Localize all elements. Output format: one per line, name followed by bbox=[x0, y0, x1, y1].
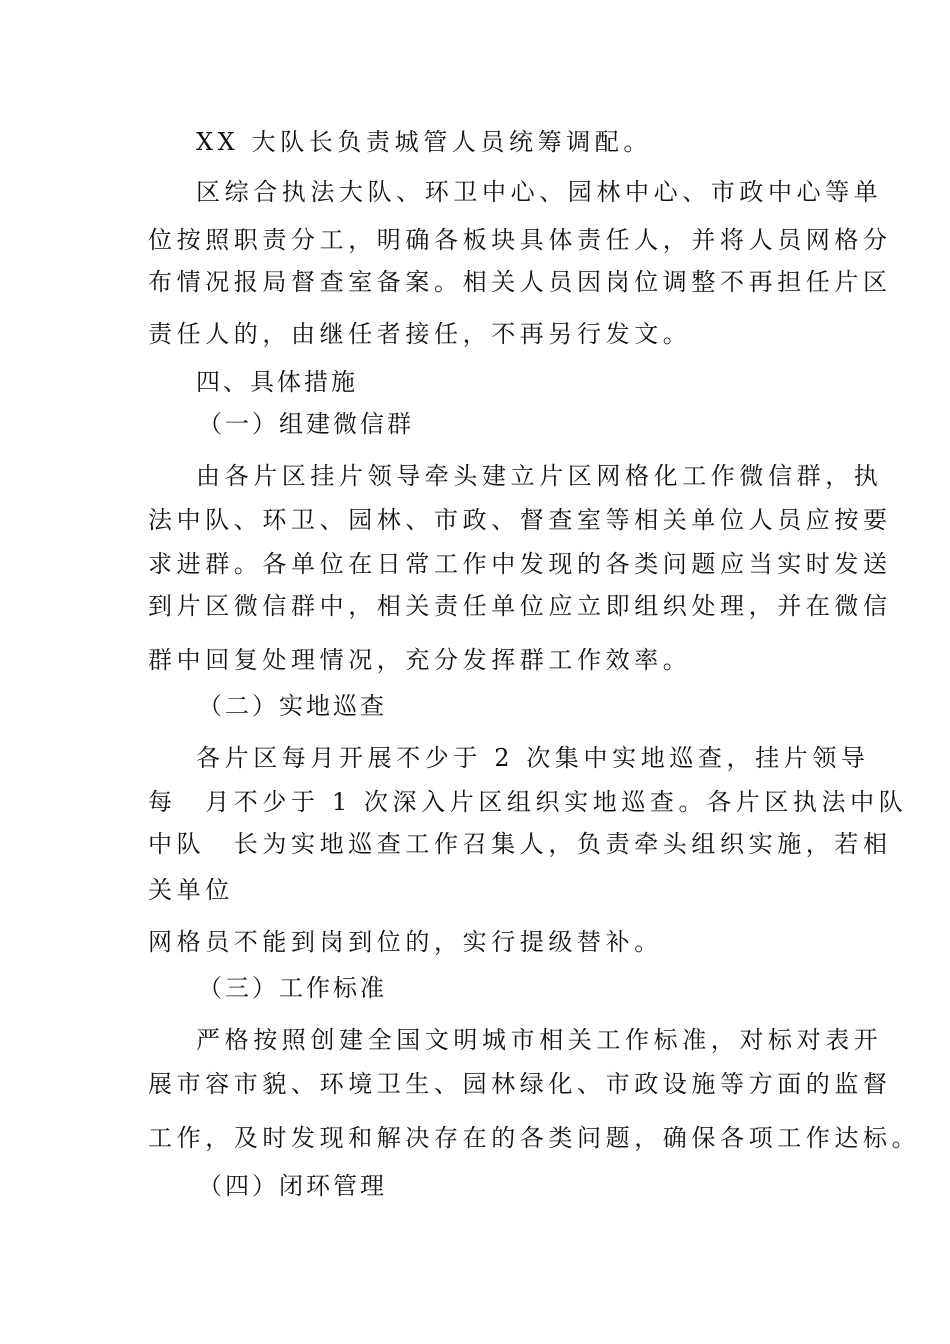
paragraph-line: 位按照职责分工，明确各板块具体责任人，并将人员网格分 bbox=[148, 226, 892, 254]
paragraph-line: XX 大队长负责城管人员统筹调配。 bbox=[196, 128, 652, 156]
paragraph-line: 关单位 bbox=[148, 876, 234, 904]
paragraph-line: 求进群。各单位在日常工作中发现的各类问题应当实时发送 bbox=[148, 550, 892, 578]
paragraph-line: 网格员不能到岗到位的，实行提级替补。 bbox=[148, 928, 663, 956]
paragraph-line: 展市容市貌、环境卫生、园林绿化、市政设施等方面的监督 bbox=[148, 1070, 892, 1098]
paragraph-line: 由各片区挂片领导牵头建立片区网格化工作微信群，执 bbox=[196, 462, 883, 490]
subsection-heading: （二）实地巡查 bbox=[198, 692, 387, 720]
paragraph-line: 工作，及时发现和解决存在的各类问题，确保各项工作达标。 bbox=[148, 1124, 921, 1152]
paragraph-line: 每 月不少于 1 次深入片区组织实地巡查。各片区执法中队 bbox=[148, 788, 908, 816]
paragraph-line: 群中回复处理情况，充分发挥群工作效率。 bbox=[148, 646, 692, 674]
subsection-heading: （一）组建微信群 bbox=[198, 410, 414, 438]
paragraph-line: 区综合执法大队、环卫中心、园林中心、市政中心等单 bbox=[196, 178, 883, 206]
paragraph-line: 中队 长为实地巡查工作召集人，负责牵头组织实施，若相 bbox=[148, 830, 892, 858]
paragraph-line: 布情况报局督查室备案。相关人员因岗位调整不再担任片区 bbox=[148, 268, 892, 296]
paragraph-line: 责任人的，由继任者接任，不再另行发文。 bbox=[148, 320, 692, 348]
paragraph-line: 法中队、环卫、园林、市政、督查室等相关单位人员应按要 bbox=[148, 506, 892, 534]
paragraph-line: 严格按照创建全国文明城市相关工作标准，对标对表开 bbox=[196, 1026, 883, 1054]
section-heading: 四、具体措施 bbox=[196, 368, 358, 396]
subsection-heading: （四）闭环管理 bbox=[198, 1172, 387, 1200]
paragraph-line: 到片区微信群中，相关责任单位应立即组织处理，并在微信 bbox=[148, 592, 892, 620]
subsection-heading: （三）工作标准 bbox=[198, 974, 387, 1002]
paragraph-line: 各片区每月开展不少于 2 次集中实地巡查，挂片领导 bbox=[196, 744, 870, 772]
